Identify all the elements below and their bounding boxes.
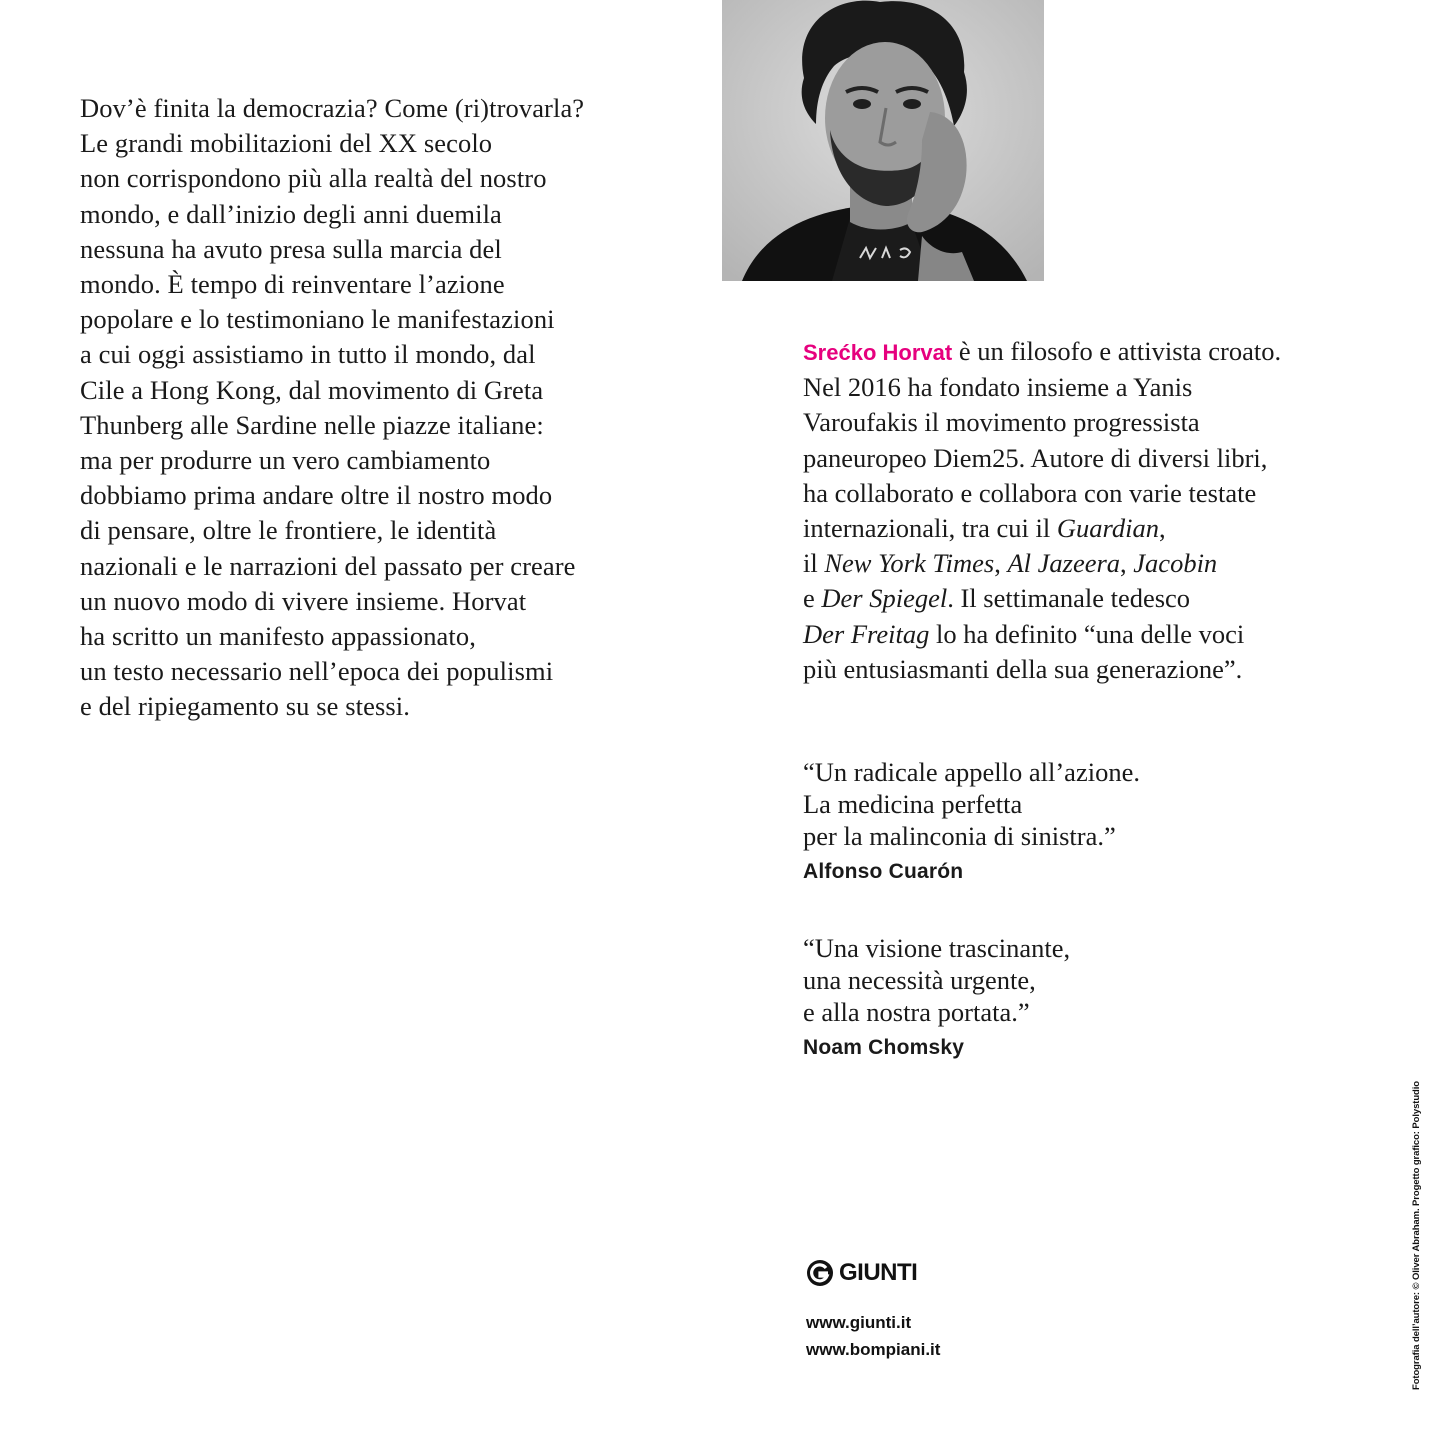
bio-line: internazionali, tra cui il Guardian, xyxy=(803,513,1166,544)
publisher-wordmark: GIUNTI xyxy=(839,1259,918,1286)
review-quote xyxy=(803,932,1363,1064)
blurb-line: a cui oggi assistiamo in tutto il mondo, dal xyxy=(80,339,536,370)
blurb-line: Cile a Hong Kong, dal movimento di Greta xyxy=(80,374,544,405)
quote-line: e alla nostra portata.” xyxy=(803,997,1030,1027)
quote-line: una necessità urgente, xyxy=(803,965,1036,995)
blurb-line: mondo. È tempo di reinventare l’azione xyxy=(80,269,505,300)
back-cover-blurb xyxy=(80,91,680,725)
blurb-line: ha scritto un manifesto appassionato, xyxy=(80,621,476,652)
publication-title: Jacobin xyxy=(1133,548,1218,579)
blurb-line: e del ripiegamento su se stessi. xyxy=(80,691,410,722)
publisher-urls xyxy=(806,1309,940,1363)
blurb-line: Thunberg alle Sardine nelle piazze italiane: xyxy=(80,409,544,440)
giunti-logo-icon xyxy=(806,1259,834,1287)
blurb-line: popolare e lo testimoniano le manifestazioni xyxy=(80,304,555,335)
photo-design-credit: Fotografia dell’autore: © Oliver Abraham. Progetto grafico: Polystudio xyxy=(1411,1081,1422,1390)
blurb-line: di pensare, oltre le frontiere, le identità xyxy=(80,515,497,546)
blurb-line: ma per produrre un vero cambiamento xyxy=(80,445,491,476)
blurb-line: un testo necessario nell’epoca dei populismi xyxy=(80,656,554,687)
author-bio xyxy=(803,334,1403,687)
author-name: Srećko Horvat xyxy=(803,340,953,365)
quote-author: Noam Chomsky xyxy=(803,1036,965,1059)
bio-line: e Der Spiegel. Il settimanale tedesco xyxy=(803,583,1191,614)
publisher-url[interactable]: www.giunti.it xyxy=(806,1313,912,1332)
bio-line: più entusiasmanti della sua generazione”. xyxy=(803,653,1243,684)
publication-title: Der Freitag xyxy=(803,618,930,649)
quote-line: per la malinconia di sinistra.” xyxy=(803,821,1116,851)
bio-line: Der Freitag lo ha definito “una delle voci xyxy=(803,618,1245,649)
bio-line: Srećko Horvat è un filosofo e attivista croato. xyxy=(803,336,1282,366)
bio-line: ha collaborato e collabora con varie testate xyxy=(803,477,1257,508)
bio-line: Varoufakis il movimento progressista xyxy=(803,407,1200,438)
quote-line: La medicina perfetta xyxy=(803,789,1023,819)
review-quote xyxy=(803,756,1363,888)
blurb-line: un nuovo modo di vivere insieme. Horvat xyxy=(80,585,527,616)
blurb-line: Le grandi mobilitazioni del XX secolo xyxy=(80,128,493,159)
publication-title: Guardian xyxy=(1056,513,1159,544)
blurb-line: nessuna ha avuto presa sulla marcia del xyxy=(80,233,502,264)
quote-line: “Una visione trascinante, xyxy=(803,933,1071,963)
author-photo xyxy=(722,0,1044,281)
blurb-line: mondo, e dall’inizio degli anni duemila xyxy=(80,198,502,229)
blurb-line: nazionali e le narrazioni del passato per creare xyxy=(80,550,576,581)
publication-title: New York Times xyxy=(824,548,995,579)
quote-author: Alfonso Cuarón xyxy=(803,860,964,883)
publication-title: Der Spiegel xyxy=(821,583,948,614)
blurb-line: dobbiamo prima andare oltre il nostro modo xyxy=(80,480,553,511)
author-portrait-image xyxy=(722,0,1044,281)
publisher-logo xyxy=(806,1258,917,1288)
blurb-line: Dov’è finita la democrazia? Come (ri)trovarla? xyxy=(80,93,585,123)
publisher-url[interactable]: www.bompiani.it xyxy=(806,1340,941,1359)
bio-line: paneuropeo Diem25. Autore di diversi libri, xyxy=(803,442,1268,473)
bio-line: il New York Times, Al Jazeera, Jacobin xyxy=(803,548,1218,579)
bio-line: Nel 2016 ha fondato insieme a Yanis xyxy=(803,372,1193,403)
quote-line: “Un radicale appello all’azione. xyxy=(803,757,1140,787)
blurb-line: non corrispondono più alla realtà del nostro xyxy=(80,163,547,194)
publication-title: Al Jazeera xyxy=(1007,548,1121,579)
